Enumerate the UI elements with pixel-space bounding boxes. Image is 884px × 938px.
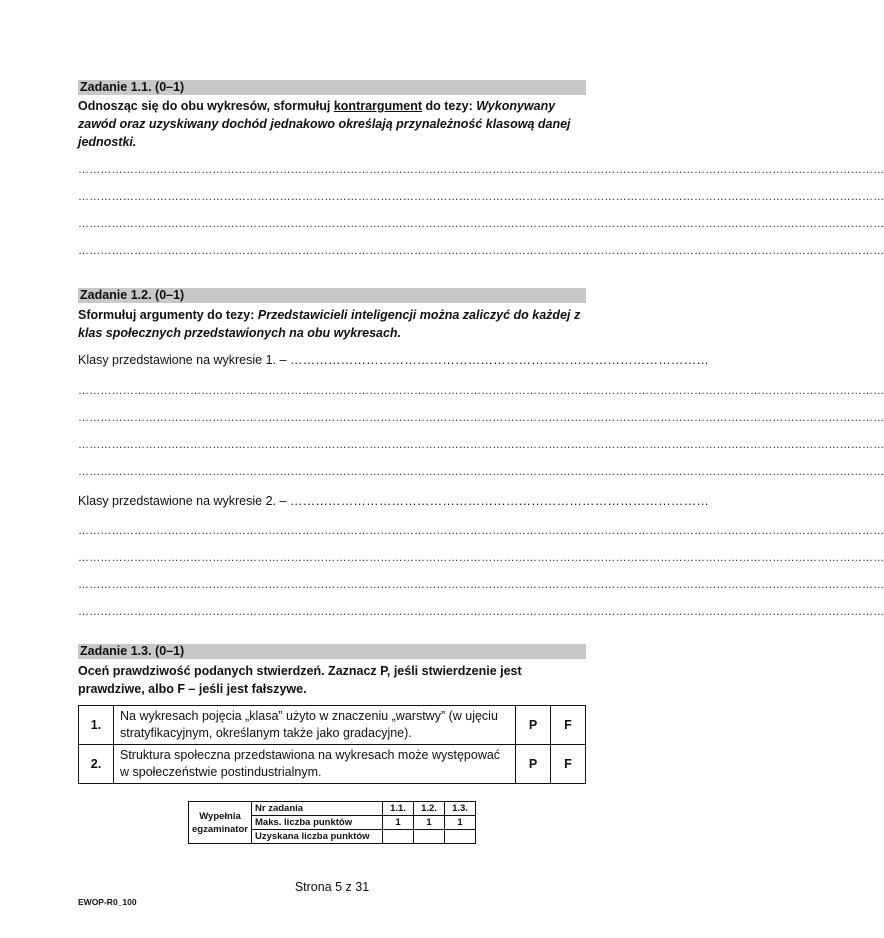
answer-line[interactable] [78,385,584,397]
answer-line[interactable] [78,439,584,451]
option-f[interactable]: F [551,706,586,745]
answer-line[interactable] [78,164,584,176]
max-points-label: Maks. liczba punktów [252,816,383,830]
answer-line[interactable] [78,245,584,257]
statement-text: Struktura społeczna przedstawiona na wykresach może występować w społeczeństwie postindustrialnym. [114,745,516,784]
obtained-points-label: Uzyskana liczba punktów [252,830,383,844]
score-table [188,801,476,844]
task-1-1-prompt: Odnosząc się do obu wykresów, sformułuj kontrargument do tezy: Wykonywany zawód oraz uzyskiwany dochód jednakowo określają przynależność klasową danej jednostki. [78,99,571,149]
obtained-points-cell[interactable] [445,830,476,844]
max-points: 1 [414,816,445,830]
answer-line[interactable] [78,552,584,564]
chart-2-answer-line[interactable]: Klasy przedstawione na wykresie 2. – ……………………………………………………………………………………… [78,494,710,508]
answer-line[interactable] [78,466,584,478]
answer-line[interactable] [78,525,584,537]
statement-number: 2. [79,745,114,784]
task-1-2-prompt: Sformułuj argumenty do tezy: Przedstawicieli inteligencji można zaliczyć do każdej z klas społecznych przedstawionych na obu wykresach. [78,308,581,340]
statement-row [79,745,586,784]
page-number: Strona 5 z 31 [294,880,370,894]
true-false-table [78,705,586,784]
task-1-3-prompt: Oceń prawdziwość podanych stwierdzeń. Zaznacz P, jeśli stwierdzenie jest prawdziwe, albo F – jeśli jest fałszywe. [78,664,522,696]
task-number: 1.3. [445,802,476,816]
answer-line[interactable] [78,218,584,230]
chart-1-answer-line[interactable]: Klasy przedstawione na wykresie 1. – ……………………………………………………………………………………… [78,353,710,367]
answer-line[interactable] [78,191,584,203]
task-1-1-header: Zadanie 1.1. (0–1) [78,80,586,95]
answer-line[interactable] [78,606,584,618]
statement-number: 1. [79,706,114,745]
task-number: 1.1. [383,802,414,816]
option-p[interactable]: P [516,745,551,784]
max-points: 1 [445,816,476,830]
exam-code: EWOP-R0_100 [78,897,137,907]
statement-text: Na wykresach pojęcia „klasa” użyto w znaczeniu „warstwy” (w ujęciu stratyfikacyjnym, określanym także jako gradacyjne). [114,706,516,745]
answer-line[interactable] [78,579,584,591]
task-number-label: Nr zadania [252,802,383,816]
obtained-points-cell[interactable] [383,830,414,844]
obtained-points-cell[interactable] [414,830,445,844]
option-p[interactable]: P [516,706,551,745]
option-f[interactable]: F [551,745,586,784]
filler-label: Wypełnia egzaminator [189,802,252,844]
task-1-3-header: Zadanie 1.3. (0–1) [78,644,586,659]
task-1-2-header: Zadanie 1.2. (0–1) [78,288,586,303]
statement-row [79,706,586,745]
max-points: 1 [383,816,414,830]
task-number: 1.2. [414,802,445,816]
answer-line[interactable] [78,412,584,424]
